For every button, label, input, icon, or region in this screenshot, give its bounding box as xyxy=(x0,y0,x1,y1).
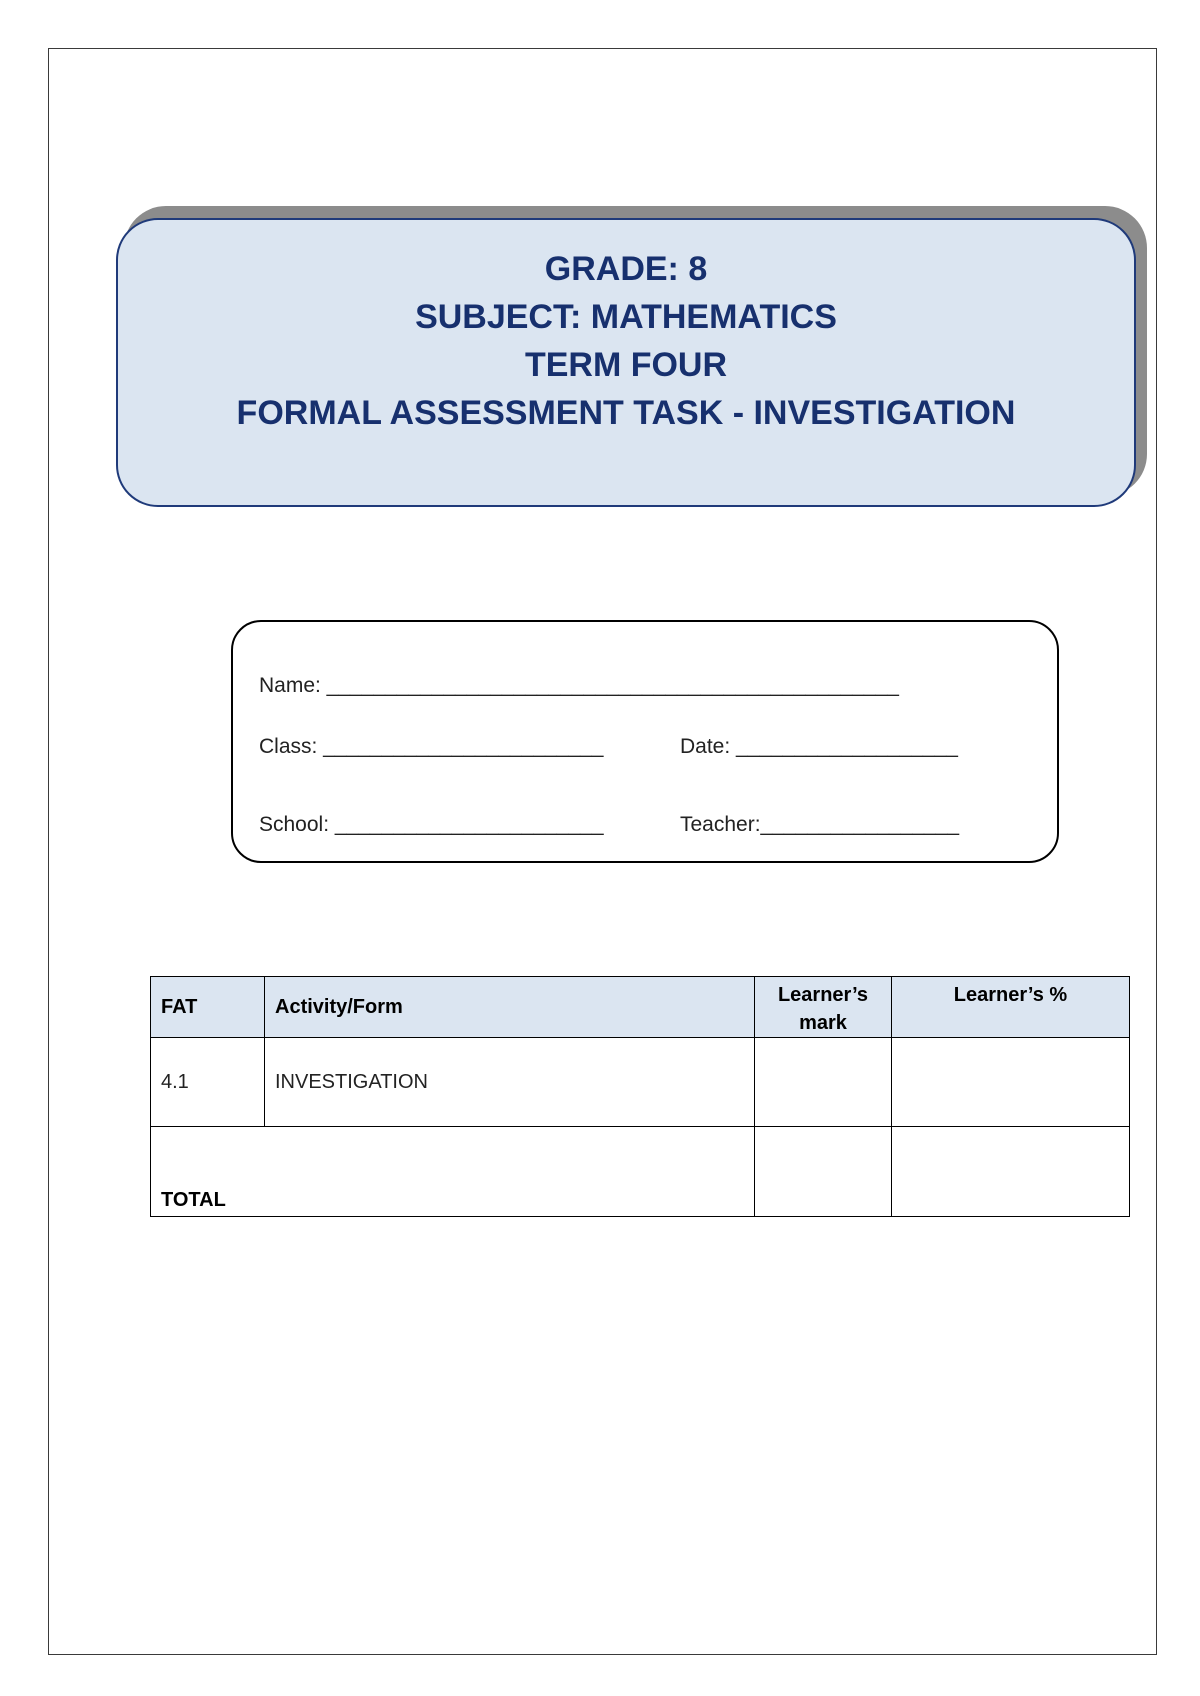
header-learner-percent: Learner’s % xyxy=(892,977,1130,1038)
school-field[interactable]: School: _______________________ xyxy=(259,813,604,836)
percent-cell[interactable] xyxy=(892,1038,1130,1127)
mark-cell[interactable] xyxy=(755,1038,892,1127)
results-table xyxy=(150,976,1130,1217)
header-fat: FAT xyxy=(151,977,265,1038)
header-learner-mark: Learner’s mark xyxy=(755,977,892,1038)
learner-info-box xyxy=(231,620,1059,863)
task-title: FORMAL ASSESSMENT TASK - INVESTIGATION xyxy=(236,393,1016,432)
activity-cell: INVESTIGATION xyxy=(265,1038,755,1127)
class-field[interactable]: Class: ________________________ xyxy=(259,735,604,758)
date-field[interactable]: Date: ___________________ xyxy=(680,735,958,758)
table-row xyxy=(151,1038,1130,1127)
header-activity: Activity/Form xyxy=(265,977,755,1038)
name-field[interactable]: Name: _________________________________________________ xyxy=(259,674,899,697)
total-percent-cell[interactable] xyxy=(892,1127,1130,1217)
grade-title: GRADE: 8 xyxy=(544,249,708,288)
term-title: TERM FOUR xyxy=(524,345,728,384)
total-row xyxy=(151,1127,1130,1217)
subject-title: SUBJECT: MATHEMATICS xyxy=(415,297,837,336)
teacher-field[interactable]: Teacher:_________________ xyxy=(680,813,960,836)
total-label: TOTAL xyxy=(151,1127,755,1217)
fat-cell: 4.1 xyxy=(151,1038,265,1127)
title-box xyxy=(116,218,1136,507)
total-mark-cell[interactable] xyxy=(755,1127,892,1217)
table-header-row xyxy=(151,977,1130,1038)
